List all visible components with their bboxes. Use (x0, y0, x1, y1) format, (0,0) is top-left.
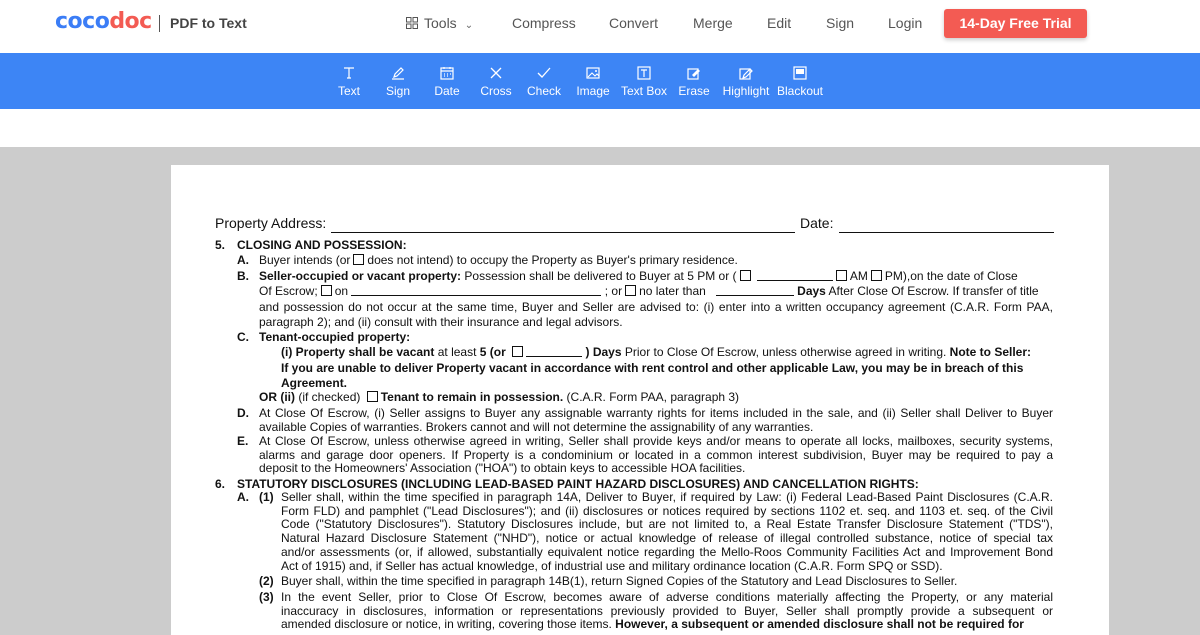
logo-text-part2: doc (109, 9, 152, 34)
para-1-line6: Act of 1915) and, if Seller has actual knowledge, of industrial use and military ordinance location (C.A.R. Form SPQ or SSD). (281, 559, 943, 573)
checkbox[interactable] (740, 270, 751, 281)
section-5-number: 5. (215, 238, 226, 252)
grid-icon (406, 17, 418, 29)
free-trial-button[interactable]: 14-Day Free Trial (944, 9, 1087, 38)
item-e-line3: deposit to the Homeowners' Association ("HOA") to obtain keys to accessible HOA facilities. (259, 461, 746, 475)
item-b-line4: paragraph 2); and (ii) consult with their insurance and legal advisors. (259, 315, 623, 329)
nav-sign[interactable]: Sign (826, 15, 855, 31)
tool-erase[interactable] (674, 53, 714, 109)
date-label: Date: (800, 215, 834, 231)
chevron-down-icon: ⌄ (464, 20, 474, 31)
logo-text-part1: coco (55, 9, 110, 34)
item-d-line1: At Close Of Escrow, (i) Seller assigns to Buyer any assignable warranty rights for items included in the sale, and (ii) Seller shall Deliver to Buyer (259, 406, 1053, 420)
nav-tools-dropdown[interactable] (406, 15, 473, 31)
section-6a-label: A. (237, 490, 249, 504)
tool-date[interactable] (427, 53, 467, 109)
item-c-line1: (i) Property shall be vacant at least 5 (or ) Days Prior to Close Of Escrow, unless otherwise agreed in writing. Note to Seller: (281, 345, 1032, 359)
item-c-line4: OR (ii) (if checked) Tenant to remain in possession. (C.A.R. Form PAA, paragraph 3) (259, 390, 740, 404)
item-b-label: B. (237, 269, 249, 283)
item-b-line2: Of Escrow; on ; or no later than Days After Close Of Escrow. If transfer of title (259, 284, 1039, 298)
tool-sign-label: Sign (385, 84, 411, 98)
document-page (171, 165, 1109, 635)
item-c-label: C. (237, 330, 249, 344)
blackout-icon (793, 66, 807, 80)
checkbox[interactable] (871, 270, 882, 281)
viewer-header-space (0, 109, 1200, 147)
textbox-icon (637, 66, 651, 80)
checkbox[interactable] (625, 285, 636, 296)
calendar-icon (440, 66, 454, 80)
check-icon (537, 66, 551, 80)
tool-blackout-label: Blackout (776, 84, 824, 98)
tool-text[interactable] (329, 53, 369, 109)
para-3-line3: amended disclosure or notice, in writing, covering those items. However, a subsequent or amended disclosure shall not be required for (281, 617, 1024, 631)
para-1-label: (1) (259, 490, 274, 504)
checkbox[interactable] (836, 270, 847, 281)
tool-textbox[interactable] (620, 53, 668, 109)
para-1-line1: Seller shall, within the time specified in paragraph 14A, Deliver to Buyer, if required by Law: (i) Federal Lead-Based Paint Disclosures (C.A.R. (281, 490, 1053, 504)
tool-check[interactable] (524, 53, 564, 109)
cocodoc-logo[interactable] (55, 9, 152, 34)
nav-login[interactable]: Login (888, 15, 923, 31)
highlighter-icon (739, 66, 753, 80)
nav-compress[interactable]: Compress (512, 15, 576, 31)
item-e-line2: alarms and garage door openers. If Property is a condominium or located in a common interest subdivision, Buyer may be required to pay a (259, 448, 1053, 462)
item-c-line2: If you are unable to deliver Property vacant in accordance with rent control and other applicable Law, you may be in breach of this (281, 361, 1024, 375)
tool-text-label: Text (337, 84, 360, 98)
item-a-label: A. (237, 253, 249, 267)
nav-convert[interactable]: Convert (609, 15, 659, 31)
tool-blackout[interactable] (776, 53, 824, 109)
checkbox[interactable] (512, 346, 523, 357)
time-field[interactable] (757, 271, 833, 281)
para-1-line5: and/or assessments (or, if allowed, substantially equivalent notice regarding the Mello-Roos Community Facilities Act and Improvement Bond (281, 545, 1053, 559)
tool-date-label: Date (434, 84, 460, 98)
item-b-line3: and possession do not occur at the same time, Buyer and Seller are advised to: (i) enter into a written occupancy agreement (C.A.R. Form PAA, (259, 300, 1053, 314)
property-address-field[interactable] (331, 223, 795, 233)
section-6-number: 6. (215, 477, 226, 491)
item-e-line1: At Close Of Escrow, unless otherwise agreed in writing, Seller shall provide keys and/or means to operate all locks, mailboxes, security systems, (259, 434, 1053, 448)
item-b-line1: Seller-occupied or vacant property: Possession shall be delivered to Buyer at 5 PM or ( AM PM),on the date of Close (259, 269, 1018, 283)
tool-sign[interactable] (378, 53, 418, 109)
para-2-line1: Buyer shall, within the time specified in paragraph 14B(1), return Signed Copies of the Statutory and Lead Disclosures to Seller. (281, 574, 958, 588)
edit-toolbar (0, 53, 1200, 109)
para-3-line1: In the event Seller, prior to Close Of Escrow, becomes aware of adverse conditions materially affecting the Property, or any material (281, 590, 1053, 604)
item-e-label: E. (237, 434, 249, 448)
tool-highlight[interactable] (721, 53, 771, 109)
item-c-line3: Agreement. (281, 376, 348, 390)
para-1-line3: Code ("Statutory Disclosures"). Statutory Disclosures include, but are not limited to, a Real Estate Transfer Disclosure Statement ("TDS"), (281, 517, 1053, 531)
tool-cross[interactable] (476, 53, 516, 109)
section-6-title: STATUTORY DISCLOSURES (INCLUDING LEAD-BASED PAINT HAZARD DISCLOSURES) AND CANCELLATION RIGHTS: (237, 477, 919, 491)
item-d-line2: available Copies of warranties. Brokers cannot and will not determine the assignability of any warranties. (259, 420, 814, 434)
text-icon (342, 66, 356, 80)
product-name: PDF to Text (170, 15, 247, 31)
tool-highlight-label: Highlight (722, 84, 770, 98)
para-1-line2: Form FLD) and pamphlet ("Lead Disclosures"); and (ii) disclosures or notices required by sections 1102 et. seq. and 1103 et. seq. of the Civil (281, 504, 1053, 518)
item-d-label: D. (237, 406, 249, 420)
item-a-text: Buyer intends (or does not intend) to occupy the Property as Buyer's primary residence. (259, 253, 738, 267)
para-2-label: (2) (259, 574, 274, 588)
para-3-label: (3) (259, 590, 274, 604)
nav-tools-label: Tools (424, 15, 457, 31)
eraser-icon (687, 66, 701, 80)
checkbox[interactable] (353, 254, 364, 265)
brand-divider (159, 15, 160, 32)
tool-erase-label: Erase (678, 84, 710, 98)
tool-cross-label: Cross (480, 84, 512, 98)
top-navigation (0, 0, 1200, 53)
date-field[interactable] (351, 286, 601, 296)
image-icon (586, 66, 600, 80)
para-3-line2: inaccuracy in disclosures, information or representations previously provided to Buyer, Seller shall promptly provide a subsequent or (281, 604, 1053, 618)
checkbox[interactable] (321, 285, 332, 296)
nav-merge[interactable]: Merge (693, 15, 733, 31)
pen-icon (391, 66, 405, 80)
nav-edit[interactable]: Edit (767, 15, 792, 31)
tool-image-label: Image (576, 84, 610, 98)
tool-check-label: Check (526, 84, 561, 98)
days-field[interactable] (716, 286, 794, 296)
tool-image[interactable] (573, 53, 613, 109)
checkbox[interactable] (367, 391, 378, 402)
section-5-title: CLOSING AND POSSESSION: (237, 238, 407, 252)
property-address-row (215, 217, 326, 231)
property-address-label: Property Address: (215, 215, 327, 231)
date-field[interactable] (839, 223, 1054, 233)
para-1-line4: Natural Hazard Disclosure Statement ("NHD"), notice or actual knowledge of release of illegal controlled substance, notice of special tax (281, 531, 1053, 545)
tool-textbox-label: Text Box (620, 84, 668, 98)
days-field[interactable] (526, 347, 582, 357)
cross-icon (489, 66, 503, 80)
item-c-title: Tenant-occupied property: (259, 330, 411, 344)
